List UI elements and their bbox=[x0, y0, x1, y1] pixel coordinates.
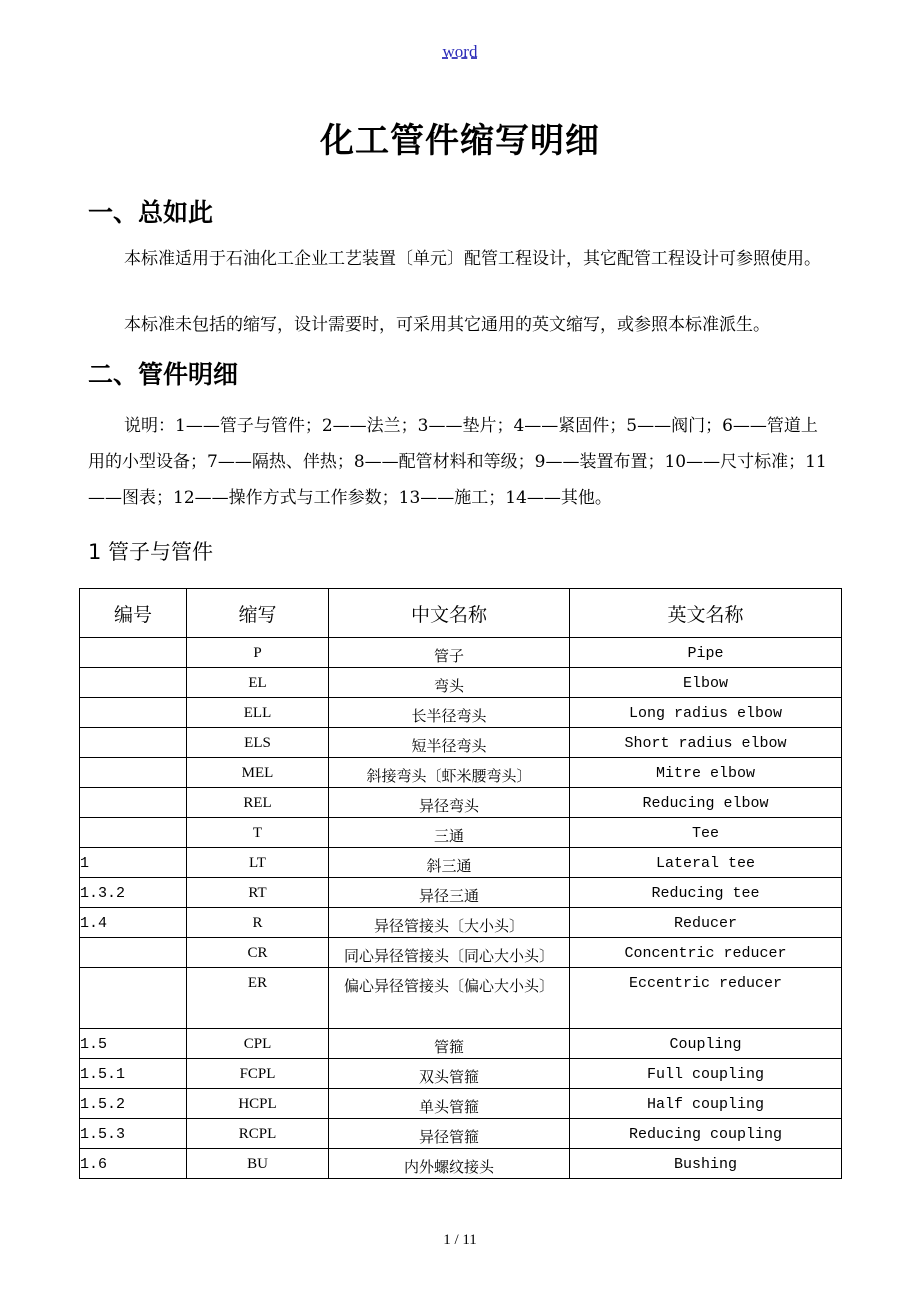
row-number: 1.5.3 bbox=[80, 1119, 187, 1149]
table-row bbox=[80, 968, 842, 1029]
row-chinese-name: 异径三通 bbox=[329, 878, 570, 908]
row-english-name: Half coupling bbox=[570, 1089, 842, 1119]
section1-paragraph2-text: 本标准未包括的缩写，设计需要时，可采用其它通用的英文缩写，或参照本标准派生。 bbox=[124, 315, 770, 335]
row-chinese-name: 异径管接头〔大小头〕 bbox=[329, 908, 570, 938]
row-english-name: Mitre elbow bbox=[570, 758, 842, 788]
row-english-name: Reducing tee bbox=[570, 878, 842, 908]
row-number bbox=[80, 728, 187, 758]
row-chinese-name: 长半径弯头 bbox=[329, 698, 570, 728]
table-row bbox=[80, 938, 842, 968]
row-number: 1.5.1 bbox=[80, 1059, 187, 1089]
row-number bbox=[80, 638, 187, 668]
row-chinese-name: 斜接弯头〔虾米腰弯头〕 bbox=[329, 758, 570, 788]
table-row bbox=[80, 788, 842, 818]
row-number: 1.5.2 bbox=[80, 1089, 187, 1119]
row-chinese-name: 三通 bbox=[329, 818, 570, 848]
row-abbreviation: RT bbox=[187, 878, 329, 908]
table-row bbox=[80, 1059, 842, 1089]
row-english-name: Reducer bbox=[570, 908, 842, 938]
row-chinese-name: 短半径弯头 bbox=[329, 728, 570, 758]
row-english-name: Bushing bbox=[570, 1149, 842, 1179]
row-number bbox=[80, 968, 187, 1029]
row-chinese-name: 偏心异径管接头〔偏心大小头〕 bbox=[329, 968, 570, 1029]
row-chinese-name: 异径管箍 bbox=[329, 1119, 570, 1149]
row-abbreviation: P bbox=[187, 638, 329, 668]
section2-note bbox=[88, 408, 834, 516]
row-abbreviation: BU bbox=[187, 1149, 329, 1179]
header-number: 编号 bbox=[80, 589, 187, 638]
row-abbreviation: ELS bbox=[187, 728, 329, 758]
row-abbreviation: R bbox=[187, 908, 329, 938]
row-number: 1.6 bbox=[80, 1149, 187, 1179]
row-number: 1.4 bbox=[80, 908, 187, 938]
row-number bbox=[80, 698, 187, 728]
row-chinese-name: 同心异径管接头〔同心大小头〕 bbox=[329, 938, 570, 968]
row-number bbox=[80, 818, 187, 848]
row-number: 1.3.2 bbox=[80, 878, 187, 908]
row-number bbox=[80, 788, 187, 818]
row-english-name: Full coupling bbox=[570, 1059, 842, 1089]
fittings-table bbox=[79, 588, 842, 1179]
subsection-heading: 1 管子与管件 bbox=[88, 540, 214, 564]
row-abbreviation: T bbox=[187, 818, 329, 848]
row-english-name: Concentric reducer bbox=[570, 938, 842, 968]
row-abbreviation: HCPL bbox=[187, 1089, 329, 1119]
row-chinese-name: 管子 bbox=[329, 638, 570, 668]
table-row bbox=[80, 818, 842, 848]
row-abbreviation: REL bbox=[187, 788, 329, 818]
header-abbreviation: 缩写 bbox=[187, 589, 329, 638]
row-abbreviation: CR bbox=[187, 938, 329, 968]
row-english-name: Long radius elbow bbox=[570, 698, 842, 728]
row-english-name: Reducing elbow bbox=[570, 788, 842, 818]
row-english-name: Pipe bbox=[570, 638, 842, 668]
row-chinese-name: 内外螺纹接头 bbox=[329, 1149, 570, 1179]
row-abbreviation: LT bbox=[187, 848, 329, 878]
row-english-name: Short radius elbow bbox=[570, 728, 842, 758]
row-number bbox=[80, 938, 187, 968]
row-chinese-name: 双头管箍 bbox=[329, 1059, 570, 1089]
row-chinese-name: 斜三通 bbox=[329, 848, 570, 878]
row-abbreviation: RCPL bbox=[187, 1119, 329, 1149]
section1-heading: 一、总如此 bbox=[88, 198, 214, 227]
section1-paragraph1 bbox=[88, 243, 834, 276]
row-english-name: Lateral tee bbox=[570, 848, 842, 878]
row-english-name: Eccentric reducer bbox=[570, 968, 842, 1029]
table-row bbox=[80, 668, 842, 698]
header-english-name: 英文名称 bbox=[570, 589, 842, 638]
row-chinese-name: 单头管箍 bbox=[329, 1089, 570, 1119]
row-number bbox=[80, 668, 187, 698]
row-english-name: Tee bbox=[570, 818, 842, 848]
document-title: 化工管件缩写明细 bbox=[320, 121, 600, 161]
row-abbreviation: MEL bbox=[187, 758, 329, 788]
row-english-name: Elbow bbox=[570, 668, 842, 698]
row-chinese-name: 异径弯头 bbox=[329, 788, 570, 818]
table-row bbox=[80, 1119, 842, 1149]
header-chinese-name: 中文名称 bbox=[329, 589, 570, 638]
table-row bbox=[80, 728, 842, 758]
row-abbreviation: FCPL bbox=[187, 1059, 329, 1089]
row-abbreviation: ER bbox=[187, 968, 329, 1029]
section2-note-text: 说明：1——管子与管件；2——法兰；3——垫片；4——紧固件；5——阀门；6——管道上用的小型设备；7——隔热、伴热；8——配管材料和等级；9——装置布置；10——尺寸标准；11——图表；12——操作方式与工作参数；13——施工；14——其他。 bbox=[88, 416, 827, 508]
table-header-row bbox=[80, 589, 842, 638]
table-row bbox=[80, 1029, 842, 1059]
table-row bbox=[80, 638, 842, 668]
table-row bbox=[80, 1149, 842, 1179]
table-row bbox=[80, 848, 842, 878]
section2-heading: 二、管件明细 bbox=[88, 360, 239, 389]
row-number: 1 bbox=[80, 848, 187, 878]
row-number bbox=[80, 758, 187, 788]
page-number: 1 / 11 bbox=[443, 1232, 477, 1248]
row-chinese-name: 弯头 bbox=[329, 668, 570, 698]
section1-paragraph2 bbox=[88, 309, 834, 342]
row-english-name: Coupling bbox=[570, 1029, 842, 1059]
header-word-link[interactable]: word bbox=[442, 42, 478, 61]
table-row bbox=[80, 758, 842, 788]
table-row bbox=[80, 1089, 842, 1119]
section1-paragraph1-text: 本标准适用于石油化工企业工艺装置〔单元〕配管工程设计，其它配管工程设计可参照使用。 bbox=[124, 249, 821, 269]
row-chinese-name: 管箍 bbox=[329, 1029, 570, 1059]
table-row bbox=[80, 908, 842, 938]
table-row bbox=[80, 878, 842, 908]
row-english-name: Reducing coupling bbox=[570, 1119, 842, 1149]
row-number: 1.5 bbox=[80, 1029, 187, 1059]
row-abbreviation: ELL bbox=[187, 698, 329, 728]
row-abbreviation: EL bbox=[187, 668, 329, 698]
table-row bbox=[80, 698, 842, 728]
row-abbreviation: CPL bbox=[187, 1029, 329, 1059]
